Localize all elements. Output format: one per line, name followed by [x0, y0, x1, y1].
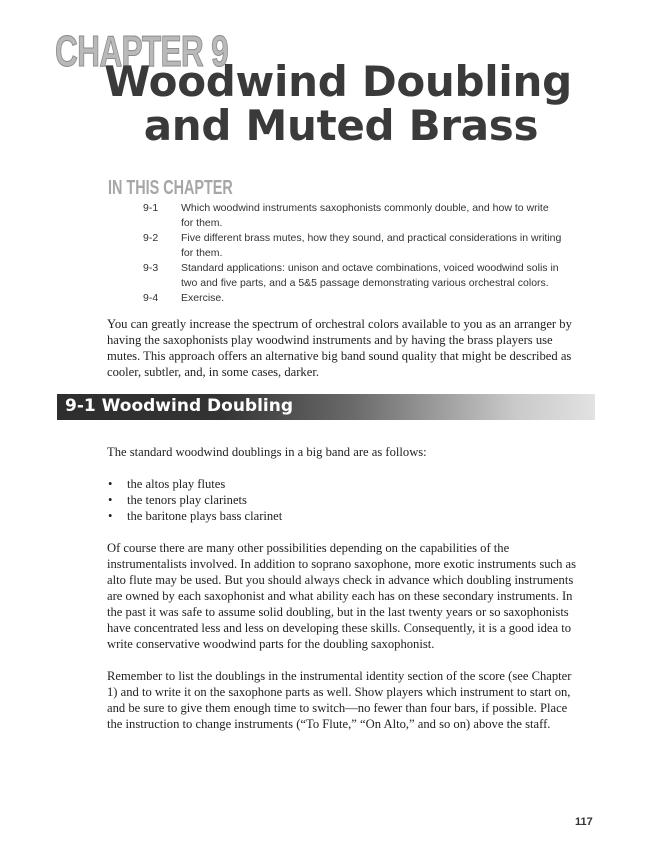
toc-item-number: 9-3 — [143, 262, 159, 274]
doublings-list — [107, 476, 583, 524]
bullet: • — [108, 477, 113, 491]
page-number: 117 — [575, 816, 593, 828]
toc-item-text: Five different brass mutes, how they sound, and practical considerations in writing for them. — [181, 232, 562, 259]
toc-item — [143, 201, 563, 230]
toc-item-number: 9-4 — [143, 292, 159, 304]
body-paragraph: Remember to list the doublings in the instrumental identity section of the score (see Chapter 1) and to write it on the saxophone parts as well. Show players which instrument to start on, and be sure to give them enough time to switch—no fewer than four bars, if possible. Place the instruction to change instruments (“To Flute,” “On Alto,” and so on) above the staff. — [107, 669, 572, 731]
body-paragraph: Of course there are many other possibilities depending on the capabilities of the instrumentalists involved. In addition to soprano saxophone, more exotic instruments such as alto flute may be used. But you should always check in advance which doubling instruments are owned by each saxophonist and what ability each has on these secondary instruments. In the past it was safe to assume solid doubling, but in the last twenty years or so saxophonists have concentrated less and less on developing these skills. Consequently, it is a good idea to write conservative woodwind parts for the doubling saxophonist. — [107, 541, 577, 651]
toc-item-number: 9-1 — [143, 202, 159, 214]
toc-item-number: 9-2 — [143, 232, 159, 244]
chapter-label: CHAPTER 9 — [55, 27, 229, 76]
list-item-text: the tenors play clarinets — [127, 493, 247, 507]
chapter-title-line-1: Woodwind Doubling — [104, 57, 572, 106]
in-this-chapter-heading: IN THIS CHAPTER — [108, 177, 233, 199]
chapter-title-line-2: and Muted Brass — [143, 101, 539, 150]
toc-item — [143, 261, 563, 290]
section-body — [107, 444, 583, 748]
intro-paragraph: You can greatly increase the spectrum of orchestral colors available to you as an arranger by having the saxophonists play woodwind instruments and by having the brass players use mutes. This approach offers an alternative big band sound quality that might be described as cooler, subtler, and, in some cases, darker. — [107, 317, 572, 379]
toc-item — [143, 291, 563, 306]
toc-item-text: Which woodwind instruments saxophonists commonly double, and how to write for them. — [181, 202, 549, 229]
section-title: 9-1 Woodwind Doubling — [65, 396, 294, 416]
bullet: • — [108, 509, 113, 523]
section-heading-bar — [57, 394, 595, 420]
chapter-title — [0, 57, 648, 150]
toc-item-text: Exercise. — [181, 292, 225, 304]
list-item — [107, 476, 583, 492]
list-item — [107, 508, 583, 524]
toc-item — [143, 231, 563, 260]
body-paragraph: The standard woodwind doublings in a big band are as follows: — [107, 445, 427, 459]
toc-item-text: Standard applications: unison and octave combinations, voiced woodwind solis in two and five parts, and a 5&5 passage demonstrating various orchestral colors. — [181, 262, 559, 289]
in-this-chapter-list — [143, 201, 563, 307]
list-item-text: the altos play flutes — [127, 477, 226, 491]
bullet: • — [108, 493, 113, 507]
list-item-text: the baritone plays bass clarinet — [127, 509, 283, 523]
list-item — [107, 492, 583, 508]
